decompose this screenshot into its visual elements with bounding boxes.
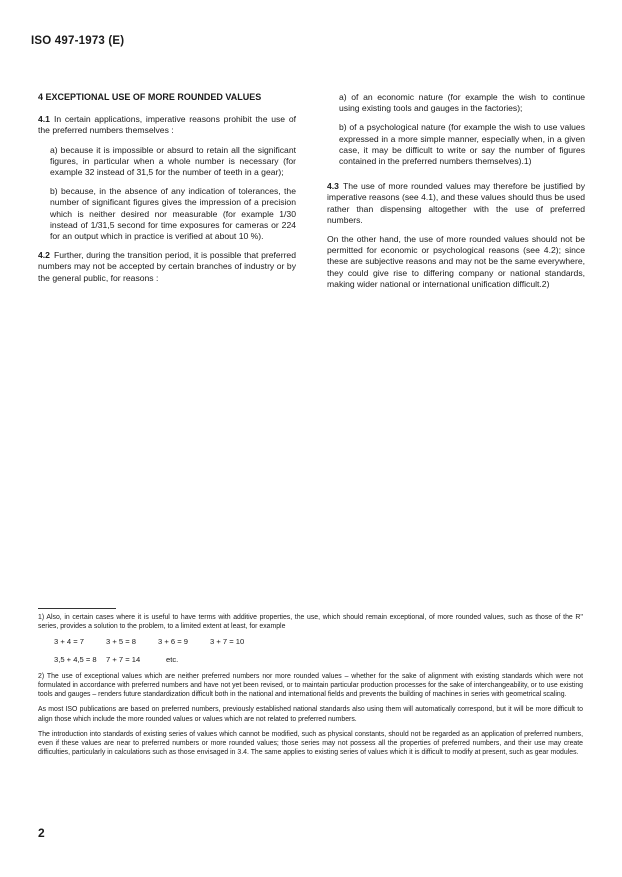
section-4-1-item-b: b) because, in the absence of any indication of tolerances, the number of significant figures gives the impression of a precision which is neither desired nor measurable (for example 1/30 instead of 1/31,5 second for time exposures for cameras or 224 for an output which in practice is verified at about 10 %).: [50, 186, 296, 242]
equation: 7 + 7 = 14: [106, 654, 141, 664]
equation-etc: etc.: [166, 654, 179, 664]
section-4-2-number: 4.2: [38, 250, 50, 261]
footnote-2-paragraph-2: As most ISO publications are based on preferred numbers, previously established national standards also using them will automatically correspond, but it will be more difficult to align those which include the more rounded values or values which are not related to preferred numbers.: [38, 706, 583, 723]
right-column: [327, 92, 585, 298]
equation: 3,5 + 4,5 = 8: [54, 654, 97, 664]
page-number: 2: [38, 826, 45, 840]
section-4-heading: 4 EXCEPTIONAL USE OF MORE ROUNDED VALUES: [38, 92, 262, 102]
footnote-2-paragraph-3: The introduction into standards of existing series of values which cannot be modified, such as physical constants, should not be regarded as an application of preferred numbers, even if these values are near to preferred numbers or more rounded values; those series may not possess all the properties of preferred numbers, and their use may create difficulties, particularly in calculations such as those envisaged in 3.4. The same applies to existing series of values which it is difficult to modify at present, such as gear modules.: [38, 730, 583, 757]
section-4-3-text: The use of more rounded values may therefore be justified by imperative reasons (see 4.1), and these values should thus be used rather than dispensing altogether with the use of preferred numbers.: [327, 181, 585, 225]
section-4-1-intro: [38, 114, 296, 136]
section-4-1-item-a: a) because it is impossible or absurd to retain all the significant figures, in particular when a whole number is necessary (for example 32 instead of 31,5 for the number of teeth in a gear);: [50, 144, 296, 178]
page-header: ISO 497-1973 (E): [31, 35, 125, 47]
equation: 3 + 6 = 9: [158, 637, 188, 647]
footnote-1: 1) Also, in certain cases where it is useful to have terms with additive properties, the use, which should remain exceptional, of more rounded values, such as those of the R'' series, provides a solution to the problem, to a limited extent at least, for example: [38, 614, 583, 631]
equation-row-2: [54, 655, 583, 664]
left-column: [38, 92, 296, 292]
footnote-2: 2) The use of exceptional values which are neither preferred numbers nor more rounded values – whether for the sake of alignment with existing standards which were not formulated in accordance with preferred numbers and have not yet been revised, or to maintain particular production processes for the sake of interchangeability, or to use existing tools and gauges – renders future standardization difficult both in the national and international fields and prevents the building of machines in series with geometrical scaling.: [38, 672, 583, 699]
footnote-rule: [38, 608, 116, 609]
section-4-3-number: 4.3: [327, 181, 339, 192]
section-4-2-text: Further, during the transition period, it is possible that preferred numbers may not be accepted by certain branches of industry or by the general public, for reasons :: [38, 250, 296, 283]
equation: 3 + 4 = 7: [54, 637, 84, 647]
section-4-2-item-b: b) of a psychological nature (for example the wish to use values expressed in a more simple manner, especially when, in a given case, it may be difficult to write or say the number of figures contained in the preferred numbers themselves).1): [339, 122, 585, 167]
section-4-1-number: 4.1: [38, 114, 50, 125]
section-4-2-item-a: a) of an economic nature (for example the wish to continue using existing tools and gauges in the factories);: [339, 92, 585, 114]
section-4-3-paragraph: [327, 181, 585, 226]
equation: 3 + 7 = 10: [210, 637, 245, 647]
section-4-3-paragraph-2: On the other hand, the use of more rounded values should not be permitted for economic or psychological reasons (see 4.2); since these are subjective reasons and may not be the same everywhere, they could give rise to differing company or national standards, making wider national or international unification difficult.2): [327, 234, 585, 289]
section-4-1-text: In certain applications, imperative reasons prohibit the use of the preferred numbers themselves :: [38, 114, 296, 136]
footnotes: [38, 608, 583, 763]
section-4-2-paragraph: [38, 250, 296, 284]
equation-row-1: [54, 637, 583, 646]
equation: 3 + 5 = 8: [106, 637, 136, 647]
